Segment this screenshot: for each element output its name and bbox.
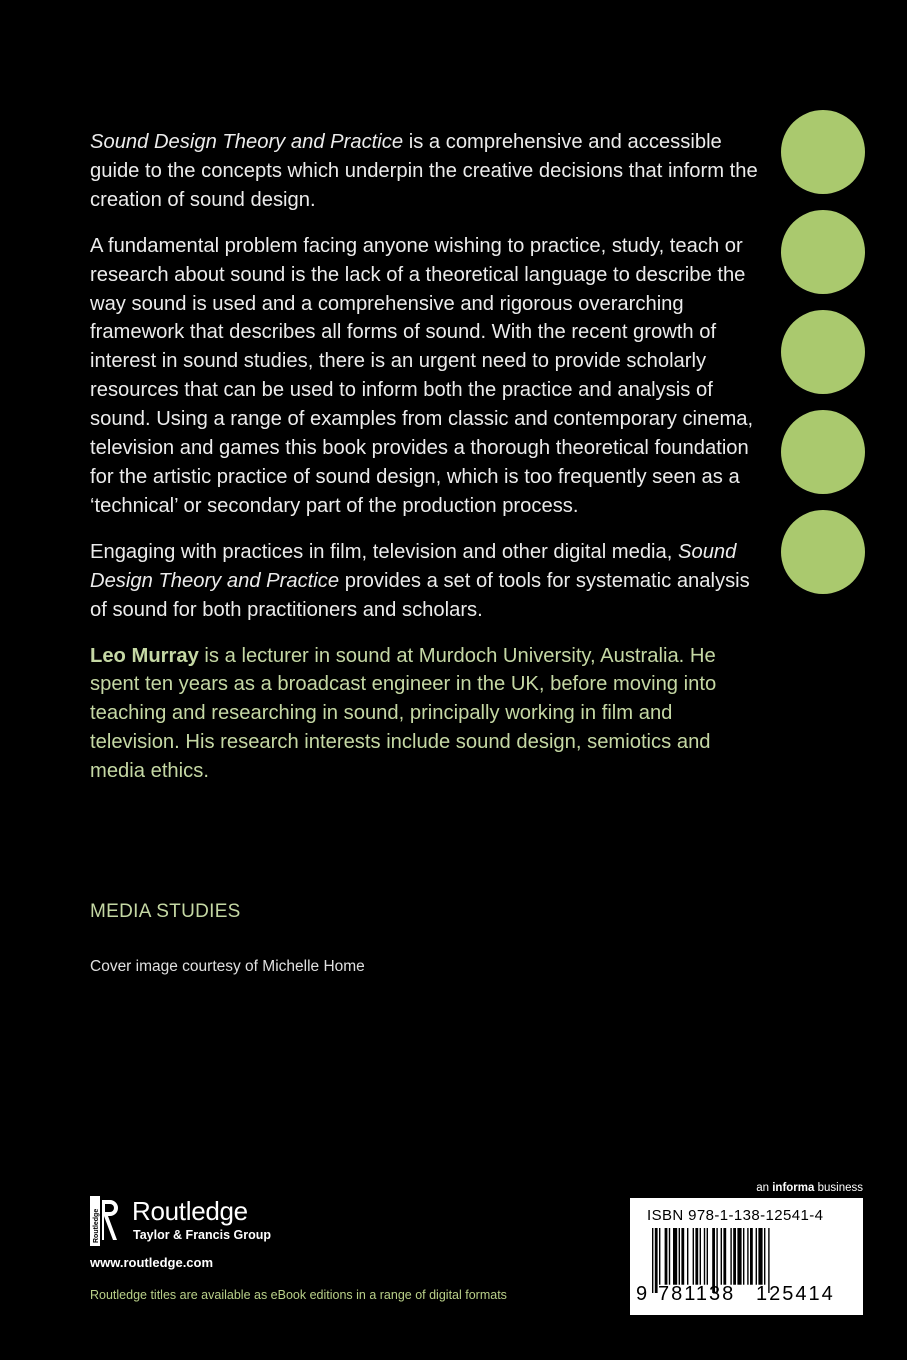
barcode-bar (733, 1228, 736, 1285)
blurb-paragraph-3 (90, 538, 760, 625)
svg-text:Routledge: Routledge (93, 1208, 100, 1243)
blurb-p3-rest: provides a set of tools for systematic analysis of sound for both practitioners and scholars. (90, 569, 750, 621)
barcode-bar (669, 1228, 670, 1285)
barcode-digits (636, 1283, 858, 1306)
barcode-bar (750, 1228, 753, 1285)
barcode-bar (673, 1228, 677, 1285)
barcode-digits-left: 781138 (658, 1283, 736, 1305)
cover-image-credit: Cover image courtesy of Michelle Home (90, 958, 365, 975)
barcode-bar (721, 1228, 722, 1285)
barcode-bar (681, 1228, 684, 1285)
green-dot (781, 310, 865, 394)
barcode-bar (704, 1228, 705, 1285)
book-title-italic: Sound Design Theory and Practice (90, 131, 404, 153)
author-bio (90, 642, 760, 787)
decorative-dots (781, 110, 865, 610)
blurb-paragraph-1 (90, 128, 760, 215)
barcode-bar (707, 1228, 708, 1285)
barcode-bar (665, 1228, 668, 1285)
routledge-logo[interactable] (90, 1196, 290, 1246)
blurb-paragraph-2: A fundamental problem facing anyone wishing to practice, study, teach or research about sound is the lack of a theoretical language to describe the way sound is used and a comprehensive and rigorous overarching framework that describes all forms of sound. With the recent growth of interest in sound studies, there is an urgent need to provide scholarly resources that can be used to inform both the practice and analysis of sound. Using a range of examples from classic and contemporary cinema, television and games this book provides a thorough theoretical foundation for the artistic practice of sound design, which is too frequently seen as a ‘technical’ or secondary part of the production process. (90, 234, 754, 517)
book-title-italic: Sound Design Theory and Practice (90, 540, 737, 592)
publisher-name: Routledge (132, 1196, 248, 1226)
publisher-url[interactable]: www.routledge.com (90, 1255, 214, 1270)
subject-category: MEDIA STUDIES (90, 901, 241, 922)
barcode-bar (764, 1228, 765, 1285)
barcode-bar (693, 1228, 694, 1285)
barcode-bar (730, 1228, 731, 1285)
isbn-barcode (630, 1198, 863, 1315)
barcode-bar (687, 1228, 688, 1285)
informa-tagline (756, 1182, 863, 1194)
barcode-digits-right: 125414 (756, 1283, 835, 1305)
blurb-p3-start: Engaging with practices in film, television and other digital media, (90, 540, 678, 563)
author-name: Leo Murray (90, 644, 199, 667)
ebook-note: Routledge titles are available as eBook editions in a range of digital formats (90, 1288, 507, 1302)
blurb-p1-text: is a comprehensive and accessible guide to the concepts which underpin the creative decisions that inform the creation of sound design. (90, 131, 758, 211)
barcode-bar (700, 1228, 701, 1285)
routledge-mark-icon (90, 1196, 120, 1246)
barcode-bar (679, 1228, 680, 1285)
barcode-bar (723, 1228, 726, 1285)
green-dot (781, 410, 865, 494)
publisher-group: Taylor & Francis Group (133, 1228, 271, 1242)
barcode-bar (747, 1228, 748, 1285)
barcode-digit-lead: 9 (636, 1283, 648, 1305)
barcode-bar (756, 1228, 757, 1285)
isbn-label: ISBN 978-1-138-12541-4 (647, 1207, 824, 1224)
green-dot (781, 210, 865, 294)
barcode-bar (695, 1228, 698, 1285)
green-dot (781, 510, 865, 594)
informa-word: informa (772, 1182, 815, 1194)
barcode-bar (659, 1228, 660, 1285)
back-cover-blurb (90, 128, 760, 803)
barcode-bar (743, 1228, 744, 1285)
barcode-bar (758, 1228, 762, 1285)
author-bio-text: is a lecturer in sound at Murdoch University, Australia. He spent ten years as a broadcast engineer in the UK, before moving into teaching and researching in sound, principally working in film and television. His research interests include sound design, semiotics and media ethics. (90, 644, 717, 783)
barcode-bar (737, 1228, 741, 1285)
informa-suffix: business (814, 1182, 863, 1194)
informa-prefix: an (756, 1182, 773, 1194)
green-dot (781, 110, 865, 194)
